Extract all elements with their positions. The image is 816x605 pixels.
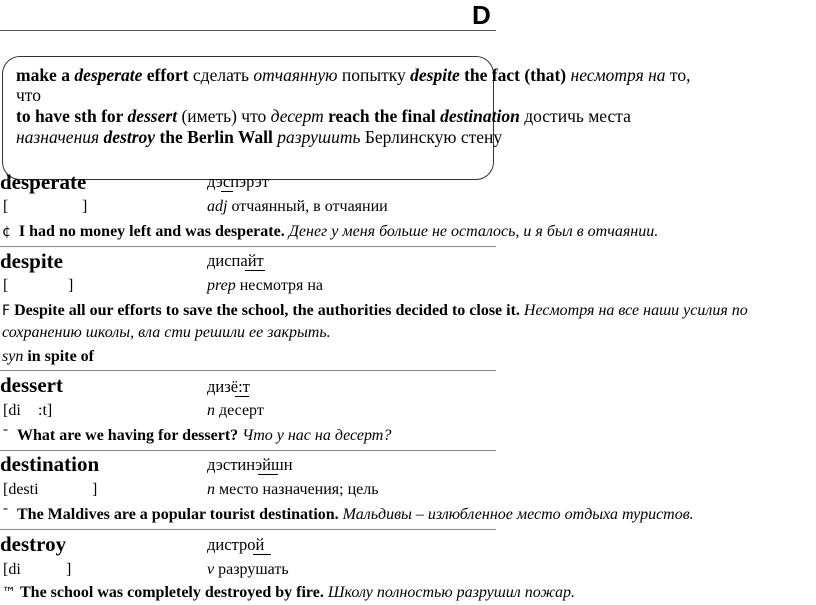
example-dessert: ˉ What are we having for dessert? Что у нас на десерт? <box>2 427 392 444</box>
phrase-line-3: to have sth for dessert (иметь) что десерт reach the final destination достичь места <box>16 106 631 126</box>
section-letter: D <box>472 0 491 30</box>
transcription-end-destroy: ] <box>66 561 72 578</box>
phrase-line-4: назначения destroy the Berlin Wall разрушить Берлинскую стену <box>16 127 503 147</box>
example-marker-icon: ˉ <box>2 428 9 444</box>
transcription-destroy: [di <box>3 561 21 578</box>
headword-destination: destination <box>0 452 100 476</box>
transcription-dessert: [di <box>3 402 21 419</box>
transcription-despite: [ <box>3 277 9 294</box>
reading-destroy: дистрой <box>207 535 265 554</box>
example-marker-icon: ¢ <box>2 224 11 240</box>
synonym-despite: syn in spite of <box>2 348 94 365</box>
headword-dessert: dessert <box>0 373 63 397</box>
headword-desperate: desperate <box>0 170 87 194</box>
headword-despite: despite <box>0 249 63 273</box>
meaning-despite: prep несмотря на <box>207 277 324 294</box>
example-marker-icon: ™ <box>2 585 16 601</box>
example-destroy: ™ The school was completely destroyed by fire. Школу полностью разрушил пожар. <box>2 584 576 601</box>
entry-divider <box>0 529 496 530</box>
headword-destroy: destroy <box>0 532 67 556</box>
transcription-end-desperate: ] <box>82 198 88 215</box>
reading-destination: дэстинэйшн <box>207 455 293 474</box>
transcription-desperate: [ <box>3 198 9 215</box>
entry-divider <box>0 246 496 247</box>
stress-mark <box>253 554 271 555</box>
stress-mark <box>258 474 278 475</box>
transcription-end-despite: ] <box>68 277 74 294</box>
meaning-desperate: adj отчаянный, в отчаянии <box>207 198 388 215</box>
example-marker-icon: ˉ <box>2 507 9 523</box>
example-despite-cont: сохранению школы, вла сти решили ее закрыть. <box>2 324 331 341</box>
transcription-destination: [desti <box>3 481 39 498</box>
reading-despite: диспайт <box>207 251 264 270</box>
header-rule <box>0 30 496 31</box>
transcription-end-destination: ] <box>92 481 98 498</box>
entry-divider <box>0 450 496 451</box>
phrase-line-2: что <box>16 85 41 105</box>
example-marker-icon: F <box>2 303 11 319</box>
transcription-mid-dessert: :t] <box>38 402 53 419</box>
entry-divider <box>0 370 496 371</box>
phrase-line-1: make a desperate effort сделать отчаянную попытку despite the fact (that) несмотря на то, <box>16 65 691 85</box>
meaning-destination: n место назначения; цель <box>207 481 379 498</box>
reading-dessert: дизё:т <box>207 377 250 396</box>
reading-desperate: дэспэрэт <box>207 172 270 191</box>
example-despite: F Despite all our efforts to save the school, the authorities decided to close it. Несмотря на все наши усилия по <box>2 302 748 319</box>
stress-mark <box>245 270 265 271</box>
example-desperate: ¢ I had no money left and was desperate. Денег у меня больше не осталось, и я был в отчаянии. <box>2 223 659 240</box>
meaning-dessert: n десерт <box>207 402 264 419</box>
stress-mark <box>221 191 233 192</box>
meaning-destroy: v разрушать <box>207 561 289 578</box>
stress-mark <box>235 396 249 397</box>
example-destination: ˉ The Maldives are a popular tourist destination. Мальдивы – излюбленное место отдыха туристов. <box>2 506 694 523</box>
